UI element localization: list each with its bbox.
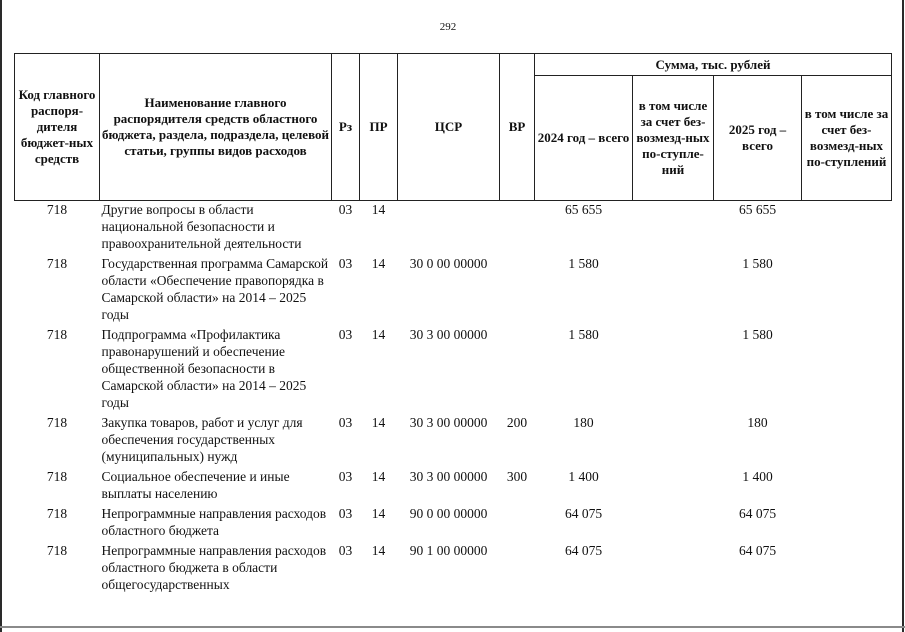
table-row xyxy=(15,542,892,596)
header-2024-gratuitous: в том числе за счет без-возмезд-ных по-ступле-ний xyxy=(633,76,714,201)
cell-vr: 300 xyxy=(506,469,528,484)
cell-code: 718 xyxy=(46,543,68,558)
scan-edge-left xyxy=(0,0,2,632)
cell-rz: 03 xyxy=(338,543,353,558)
cell-2024-gratuitous xyxy=(633,542,714,596)
cell-pr: 14 xyxy=(371,415,386,430)
table-row xyxy=(15,414,892,468)
cell-pr: 14 xyxy=(371,202,386,217)
cell-vr xyxy=(500,505,535,542)
budget-table xyxy=(14,53,892,596)
cell-2024-gratuitous xyxy=(633,505,714,542)
cell-2025-total: 1 580 xyxy=(742,327,773,342)
cell-2024-gratuitous xyxy=(633,468,714,505)
cell-csr: 30 0 00 00000 xyxy=(409,256,488,271)
cell-2025-gratuitous xyxy=(802,326,892,414)
cell-name: Непрограммные направления расходов областного бюджета xyxy=(101,506,327,538)
cell-rz: 03 xyxy=(338,469,353,484)
table-row xyxy=(15,255,892,326)
cell-2024-gratuitous xyxy=(633,414,714,468)
cell-2024-total: 64 075 xyxy=(564,506,603,521)
cell-2025-total: 64 075 xyxy=(738,506,777,521)
cell-2025-gratuitous xyxy=(802,505,892,542)
header-2024-total: 2024 год – всего xyxy=(535,76,633,201)
table-row xyxy=(15,326,892,414)
cell-2025-gratuitous xyxy=(802,255,892,326)
cell-2025-gratuitous xyxy=(802,542,892,596)
cell-csr: 90 1 00 00000 xyxy=(409,543,488,558)
cell-rz: 03 xyxy=(338,415,353,430)
header-2025-gratuitous: в том числе за счет без-возмезд-ных по-ступлений xyxy=(802,76,892,201)
cell-2025-total: 180 xyxy=(747,415,768,430)
scan-edge-bottom xyxy=(0,626,905,628)
cell-2024-total: 64 075 xyxy=(564,543,603,558)
cell-code: 718 xyxy=(46,415,68,430)
cell-name: Другие вопросы в области национальной безопасности и правоохранительной деятельности xyxy=(101,202,302,251)
cell-vr: 200 xyxy=(506,415,528,430)
header-csr: ЦСР xyxy=(398,54,500,201)
cell-csr: 90 0 00 00000 xyxy=(409,506,488,521)
table-row xyxy=(15,201,892,256)
cell-name: Социальное обеспечение и иные выплаты населению xyxy=(101,469,290,501)
cell-rz: 03 xyxy=(338,202,353,217)
cell-vr xyxy=(500,255,535,326)
cell-2025-total: 64 075 xyxy=(738,543,777,558)
cell-2025-gratuitous xyxy=(802,201,892,256)
header-name: Наименование главного распорядителя средств областного бюджета, раздела, подраздела, целевой статьи, группы видов расходов xyxy=(100,54,332,201)
cell-csr: 30 3 00 00000 xyxy=(409,469,488,484)
cell-2025-gratuitous xyxy=(802,468,892,505)
table-row xyxy=(15,468,892,505)
cell-code: 718 xyxy=(46,327,68,342)
cell-pr: 14 xyxy=(371,327,386,342)
page-number: 292 xyxy=(439,21,457,33)
header-vr: ВР xyxy=(500,54,535,201)
table-header xyxy=(15,54,892,201)
cell-vr xyxy=(500,542,535,596)
table-row xyxy=(15,505,892,542)
cell-code: 718 xyxy=(46,202,68,217)
cell-name: Непрограммные направления расходов областного бюджета в области общегосударственных xyxy=(101,543,327,592)
scan-edge-right xyxy=(902,0,904,632)
cell-2024-total: 65 655 xyxy=(564,202,603,217)
cell-2024-total: 1 400 xyxy=(568,469,599,484)
cell-2025-total: 1 580 xyxy=(742,256,773,271)
cell-2025-total: 1 400 xyxy=(742,469,773,484)
cell-2024-total: 1 580 xyxy=(568,256,599,271)
cell-name: Государственная программа Самарской области «Обеспечение правопорядка в Самарской области» на 2014 – 2025 годы xyxy=(101,256,329,322)
cell-code: 718 xyxy=(46,469,68,484)
header-pr: ПР xyxy=(360,54,398,201)
cell-code: 718 xyxy=(46,506,68,521)
header-2025-total: 2025 год – всего xyxy=(714,76,802,201)
cell-rz: 03 xyxy=(338,327,353,342)
cell-pr: 14 xyxy=(371,543,386,558)
cell-2024-total: 1 580 xyxy=(568,327,599,342)
cell-2024-gratuitous xyxy=(633,326,714,414)
cell-2025-total: 65 655 xyxy=(738,202,777,217)
cell-2024-gratuitous xyxy=(633,201,714,256)
cell-pr: 14 xyxy=(371,256,386,271)
cell-2024-gratuitous xyxy=(633,255,714,326)
header-sum-group: Сумма, тыс. рублей xyxy=(535,54,892,76)
table-body xyxy=(15,201,892,597)
cell-csr: 30 3 00 00000 xyxy=(409,327,488,342)
cell-rz: 03 xyxy=(338,256,353,271)
cell-code: 718 xyxy=(46,256,68,271)
cell-pr: 14 xyxy=(371,506,386,521)
cell-pr: 14 xyxy=(371,469,386,484)
cell-vr xyxy=(500,201,535,256)
cell-rz: 03 xyxy=(338,506,353,521)
cell-2024-total: 180 xyxy=(573,415,594,430)
header-code: Код главного распоря-дителя бюджет-ных средств xyxy=(15,54,100,201)
header-rz: Рз xyxy=(332,54,360,201)
cell-name: Закупка товаров, работ и услуг для обеспечения государственных (муниципальных) нужд xyxy=(101,415,303,464)
cell-csr: 30 3 00 00000 xyxy=(409,415,488,430)
cell-2025-gratuitous xyxy=(802,414,892,468)
cell-vr xyxy=(500,326,535,414)
cell-name: Подпрограмма «Профилактика правонарушений и обеспечение общественной безопасности в Самарской области» на 2014 – 2025 годы xyxy=(101,327,307,410)
cell-csr xyxy=(398,201,500,256)
